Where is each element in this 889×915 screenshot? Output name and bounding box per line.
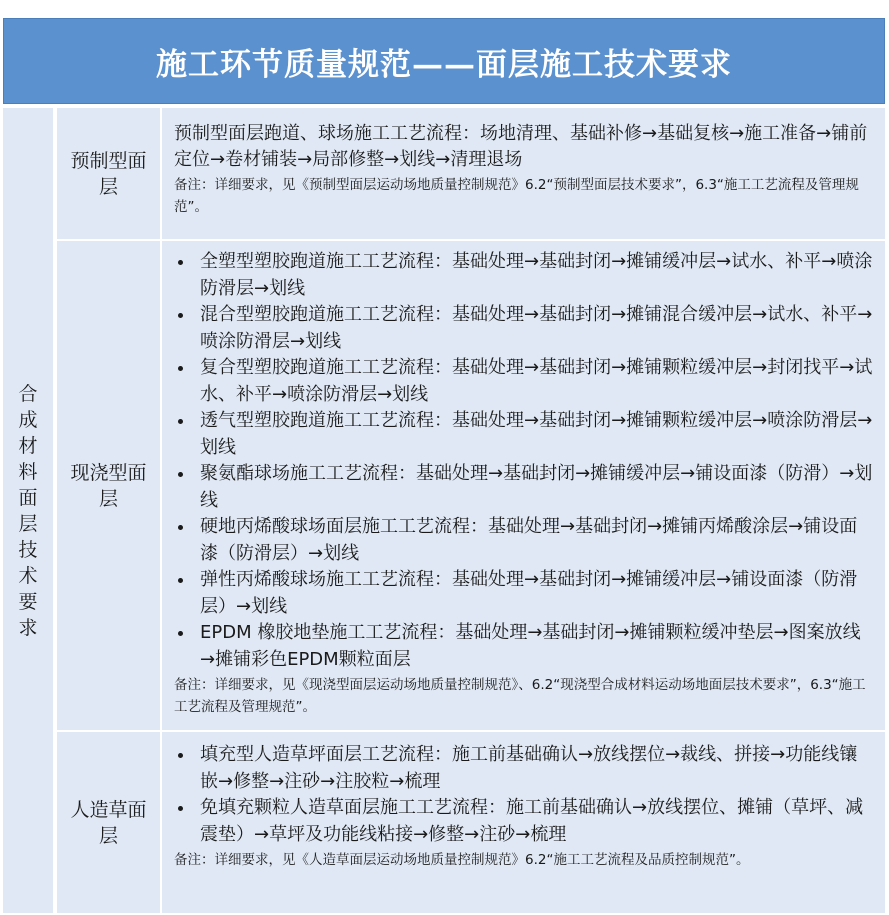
content-cell-prefabricated bbox=[162, 108, 885, 239]
list-item: 透气型塑胶跑道施工工艺流程：基础处理→基础封闭→摊铺颗粒缓冲层→喷涂防滑层→划线 bbox=[174, 408, 875, 461]
category-cell-cast-in-place bbox=[57, 241, 160, 730]
list-item: 弹性丙烯酸球场施工工艺流程：基础处理→基础封闭→摊铺缓冲层→铺设面漆（防滑层）→划线 bbox=[174, 567, 875, 620]
side-category-cell bbox=[3, 108, 55, 913]
content-cell-cast-in-place bbox=[162, 241, 885, 730]
list-item: 混合型塑胶跑道施工工艺流程：基础处理→基础封闭→摊铺混合缓冲层→试水、补平→喷涂防滑层→划线 bbox=[174, 302, 875, 355]
requirements-table bbox=[3, 108, 885, 913]
note-text: 备注：详细要求，见《人造草面层运动场地质量控制规范》6.2“施工工艺流程及品质控制规范”。 bbox=[174, 852, 750, 868]
list-item: EPDM 橡胶地垫施工工艺流程：基础处理→基础封闭→摊铺颗粒缓冲垫层→图案放线→摊铺彩色EPDM颗粒面层 bbox=[174, 620, 875, 673]
process-list bbox=[174, 742, 875, 848]
process-text: 预制型面层跑道、球场施工工艺流程：场地清理、基础补修→基础复核→施工准备→铺前定位→卷材铺装→局部修整→划线→清理退场 bbox=[174, 123, 868, 170]
list-item: 复合型塑胶跑道施工工艺流程：基础处理→基础封闭→摊铺颗粒缓冲层→封闭找平→试水、补平→喷涂防滑层→划线 bbox=[174, 355, 875, 408]
list-item: 填充型人造草坪面层工艺流程：施工前基础确认→放线摆位→裁线、拼接→功能线镶嵌→修整→注砂→注胶粒→梳理 bbox=[174, 742, 875, 795]
side-category-label: 合成材料面层技术要求 bbox=[18, 382, 38, 639]
category-label: 人造草面层 bbox=[70, 798, 147, 847]
note-text: 备注：详细要求，见《现浇型面层运动场地质量控制规范》、6.2“现浇型合成材料运动场地面层技术要求”，6.3“施工工艺流程及管理规范”。 bbox=[174, 677, 866, 715]
list-item: 聚氨酯球场施工工艺流程：基础处理→基础封闭→摊铺缓冲层→铺设面漆（防滑）→划线 bbox=[174, 461, 875, 514]
list-item: 免填充颗粒人造草面层施工工艺流程：施工前基础确认→放线摆位、摊铺（草坪、减震垫）→草坪及功能线粘接→修整→注砂→梳理 bbox=[174, 795, 875, 848]
category-label: 现浇型面层 bbox=[70, 461, 147, 510]
note-text: 备注：详细要求，见《预制型面层运动场地质量控制规范》6.2“预制型面层技术要求”，6.3“施工工艺流程及管理规范”。 bbox=[174, 177, 859, 215]
process-list bbox=[174, 249, 875, 673]
category-label: 预制型面层 bbox=[70, 149, 147, 198]
category-cell-artificial-turf bbox=[57, 732, 160, 913]
content-cell-artificial-turf bbox=[162, 732, 885, 913]
category-cell-prefabricated bbox=[57, 108, 160, 239]
list-item: 全塑型塑胶跑道施工工艺流程：基础处理→基础封闭→摊铺缓冲层→试水、补平→喷涂防滑层→划线 bbox=[174, 249, 875, 302]
page-title: 施工环节质量规范——面层施工技术要求 bbox=[3, 18, 885, 104]
list-item: 硬地丙烯酸球场面层施工工艺流程：基础处理→基础封闭→摊铺丙烯酸涂层→铺设面漆（防滑层）→划线 bbox=[174, 514, 875, 567]
